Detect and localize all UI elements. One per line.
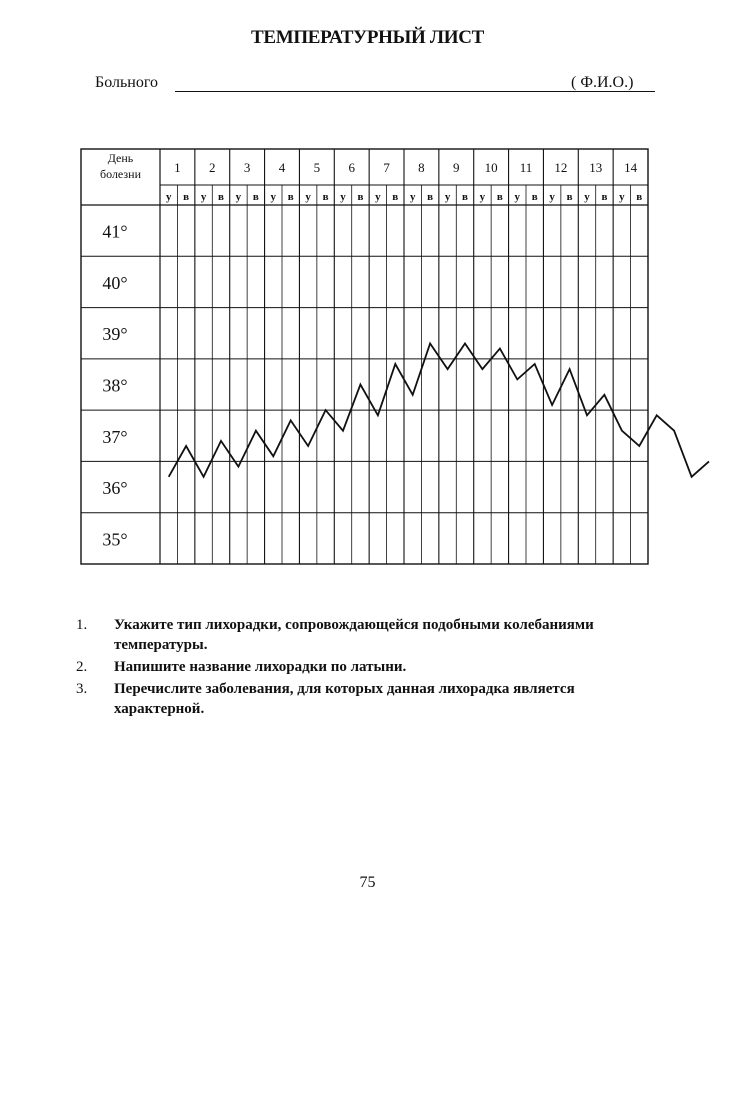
time-of-day-label: у <box>444 191 451 203</box>
time-of-day-label: в <box>462 191 468 203</box>
time-of-day-label: в <box>287 191 294 203</box>
time-of-day-label: у <box>619 191 625 203</box>
day-number-label: 14 <box>624 160 638 175</box>
time-of-day-label: в <box>252 191 259 203</box>
question-number: 3. <box>76 681 88 697</box>
temperature-label: 40° <box>102 272 128 293</box>
question-item <box>76 615 666 655</box>
chart-frame <box>81 149 648 564</box>
question-text: Перечислите заболевания, для которых данная лихорадка является характерной. <box>114 681 575 717</box>
day-header-label: День <box>107 151 134 165</box>
time-of-day-label: у <box>235 191 242 203</box>
temperature-label: 35° <box>102 529 128 550</box>
time-of-day-label: в <box>183 191 190 203</box>
questions-list <box>76 615 666 721</box>
chart-grid <box>81 149 648 564</box>
time-of-day-label: в <box>566 191 573 203</box>
question-number: 1. <box>76 617 88 633</box>
time-of-day-label: в <box>496 191 503 203</box>
day-number-label: 5 <box>313 160 321 175</box>
time-of-day-label: у <box>270 191 277 203</box>
day-number-label: 9 <box>453 160 460 175</box>
time-of-day-label: у <box>479 191 486 203</box>
time-of-day-label: в <box>531 191 538 203</box>
time-of-day-label: у <box>200 191 207 203</box>
day-number-label: 8 <box>418 160 425 175</box>
temperature-label: 39° <box>102 324 128 345</box>
day-number-label: 10 <box>484 160 498 175</box>
time-of-day-label: в <box>322 191 329 203</box>
page-title: ТЕМПЕРАТУРНЫЙ ЛИСТ <box>250 27 485 48</box>
patient-fio-hint: ( Ф.И.О.) <box>571 74 634 91</box>
temperature-label: 36° <box>102 478 128 499</box>
time-of-day-label: в <box>427 191 434 203</box>
time-of-day-label: у <box>409 191 416 203</box>
question-item <box>76 679 666 719</box>
time-of-day-label: в <box>601 191 608 203</box>
time-of-day-label: у <box>305 191 311 203</box>
day-header-label: болезни <box>100 167 141 181</box>
time-of-day-label: у <box>584 191 590 203</box>
time-of-day-label: в <box>392 191 399 203</box>
page-number: 75 <box>359 874 376 891</box>
temperature-label: 37° <box>102 426 128 447</box>
time-of-day-label: у <box>165 191 172 203</box>
day-number-label: 11 <box>519 160 533 175</box>
day-number-label: 2 <box>209 160 216 175</box>
day-number-label: 7 <box>383 160 390 175</box>
day-number-label: 13 <box>589 160 603 175</box>
time-of-day-label: в <box>357 191 364 203</box>
temperature-label: 41° <box>102 221 128 242</box>
question-item <box>76 657 666 677</box>
time-of-day-label: в <box>636 191 643 203</box>
day-number-label: 4 <box>278 160 286 175</box>
time-of-day-label: у <box>340 191 346 203</box>
day-number-label: 6 <box>348 160 355 175</box>
time-of-day-label: у <box>514 191 521 203</box>
day-number-label: 1 <box>174 160 181 175</box>
question-number: 2. <box>76 659 88 675</box>
time-of-day-label: у <box>549 191 555 203</box>
time-of-day-label: у <box>375 191 381 203</box>
day-number-label: 12 <box>554 160 568 175</box>
question-text: Напишите название лихорадки по латыни. <box>114 659 407 675</box>
question-text: Укажите тип лихорадки, сопровождающейся подобными колебаниями температуры. <box>114 617 594 653</box>
temperature-label: 38° <box>102 375 128 396</box>
day-number-label: 3 <box>243 160 251 175</box>
time-of-day-label: в <box>218 191 224 203</box>
patient-label: Больного <box>95 74 158 91</box>
